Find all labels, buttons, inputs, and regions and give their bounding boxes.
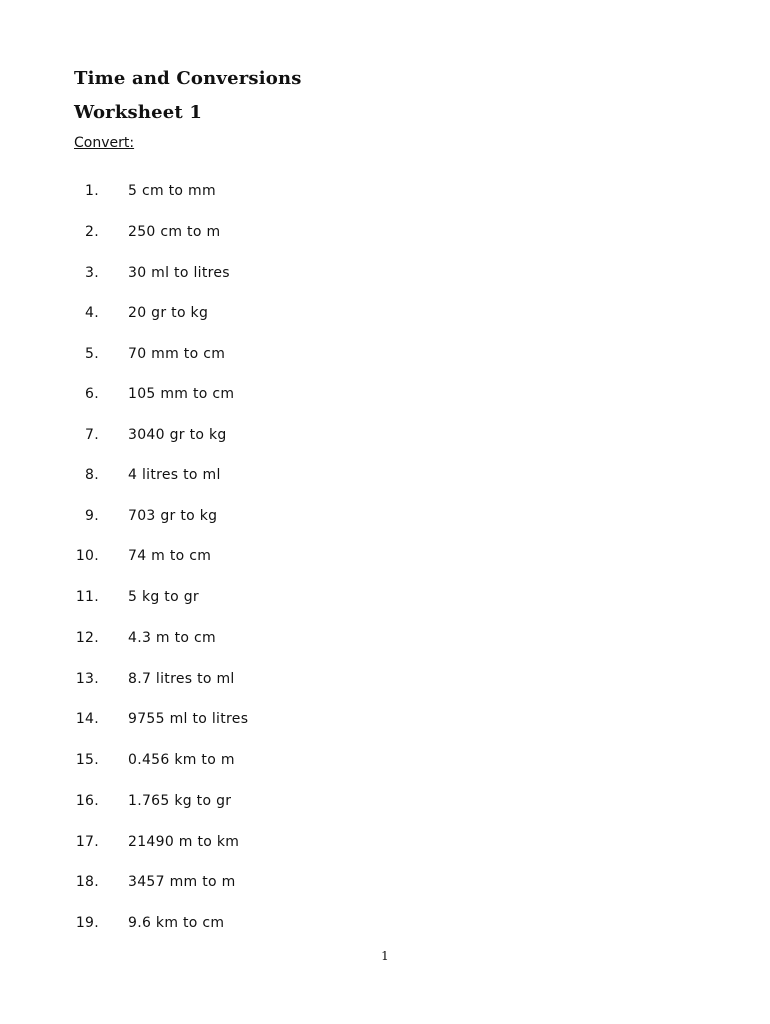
question-number: 9. — [85, 508, 99, 524]
question-text: 74 m to cm — [128, 548, 212, 564]
question-item — [0, 467, 770, 487]
question-number: 13. — [75, 671, 99, 687]
question-text: 21490 m to km — [128, 834, 240, 850]
question-text: 3040 gr to kg — [128, 427, 227, 443]
question-text: 0.456 km to m — [128, 752, 235, 768]
question-item — [0, 711, 770, 731]
question-number: 16. — [75, 793, 99, 809]
question-number: 7. — [85, 427, 99, 443]
question-item — [0, 630, 770, 650]
question-text: 9755 ml to litres — [128, 711, 249, 727]
question-number: 18. — [75, 874, 99, 890]
question-item — [0, 834, 770, 854]
question-item — [0, 589, 770, 609]
question-text: 70 mm to cm — [128, 346, 226, 362]
question-item — [0, 671, 770, 691]
question-item — [0, 793, 770, 813]
instruction-label: Convert: — [74, 135, 135, 151]
question-number: 15. — [75, 752, 99, 768]
question-text: 20 gr to kg — [128, 305, 209, 321]
question-item — [0, 183, 770, 203]
question-item — [0, 224, 770, 244]
question-number: 11. — [75, 589, 99, 605]
question-text: 250 cm to m — [128, 224, 221, 240]
question-number: 17. — [75, 834, 99, 850]
question-item — [0, 386, 770, 406]
question-number: 3. — [85, 265, 99, 281]
question-text: 5 cm to mm — [128, 183, 216, 199]
worksheet-title: Time and Conversions — [74, 68, 302, 89]
question-number: 19. — [75, 915, 99, 931]
question-text: 30 ml to litres — [128, 265, 230, 281]
question-number: 10. — [75, 548, 99, 564]
question-item — [0, 305, 770, 325]
question-item — [0, 508, 770, 528]
question-text: 9.6 km to cm — [128, 915, 225, 931]
question-number: 12. — [75, 630, 99, 646]
question-number: 6. — [85, 386, 99, 402]
question-item — [0, 752, 770, 772]
question-text: 1.765 kg to gr — [128, 793, 232, 809]
question-number: 8. — [85, 467, 99, 483]
question-text: 3457 mm to m — [128, 874, 236, 890]
question-item — [0, 548, 770, 568]
question-text: 5 kg to gr — [128, 589, 199, 605]
question-item — [0, 346, 770, 366]
question-number: 1. — [85, 183, 99, 199]
question-text: 4 litres to ml — [128, 467, 221, 483]
question-text: 703 gr to kg — [128, 508, 218, 524]
question-number: 4. — [85, 305, 99, 321]
question-number: 2. — [85, 224, 99, 240]
question-item — [0, 265, 770, 285]
question-text: 105 mm to cm — [128, 386, 235, 402]
page-number: 1 — [381, 949, 389, 963]
question-item — [0, 427, 770, 447]
question-item — [0, 915, 770, 935]
question-text: 4.3 m to cm — [128, 630, 216, 646]
question-text: 8.7 litres to ml — [128, 671, 235, 687]
worksheet-subtitle: Worksheet 1 — [74, 102, 203, 123]
question-item — [0, 874, 770, 894]
question-number: 5. — [85, 346, 99, 362]
question-number: 14. — [75, 711, 99, 727]
